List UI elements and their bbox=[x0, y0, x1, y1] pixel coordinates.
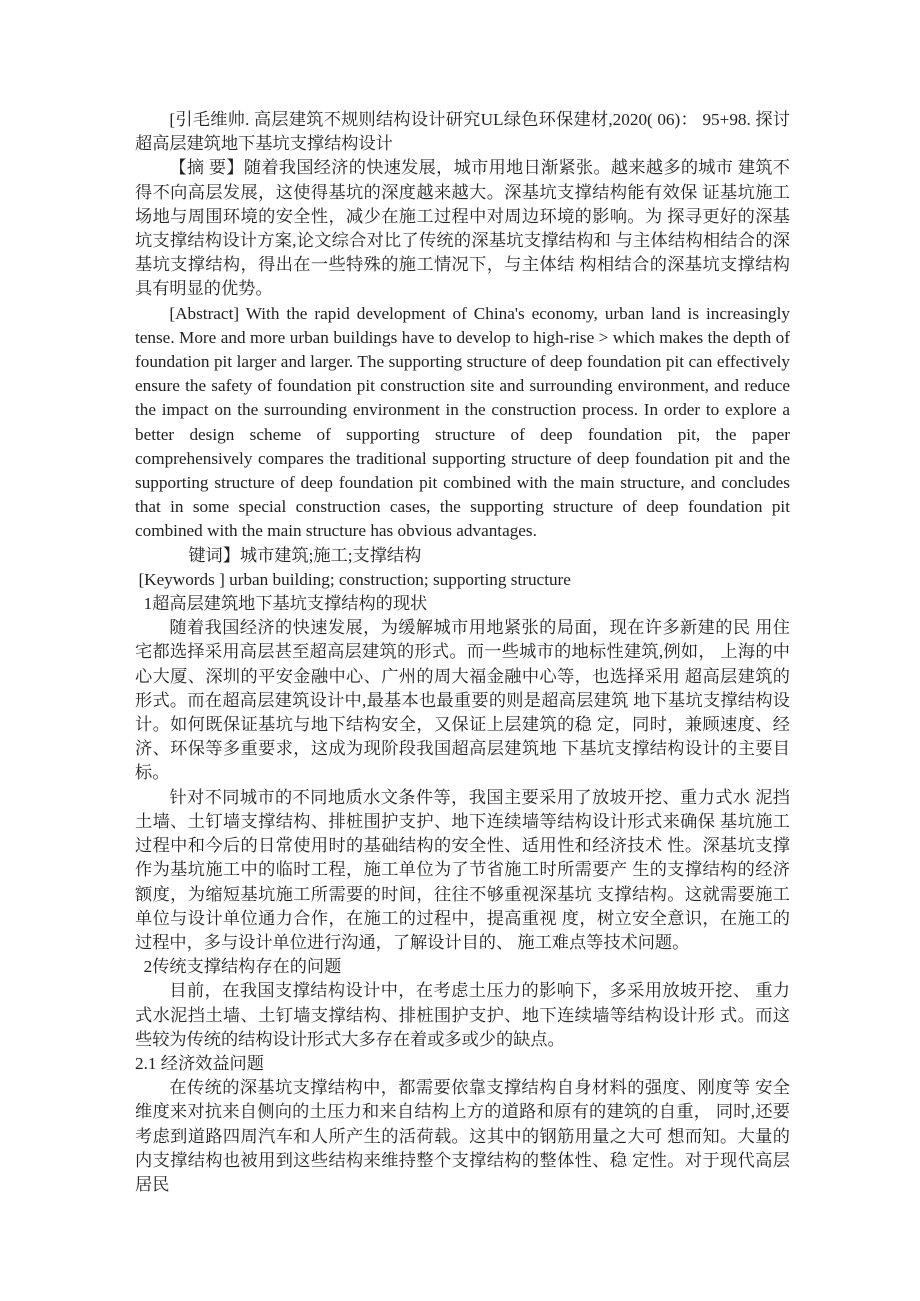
section-1-heading: 1超高层建筑地下基坑支撑结构的现状 bbox=[143, 594, 428, 614]
section-2-paragraph-1: 目前，在我国支撑结构设计中，在考虑土压力的影响下，多采用放坡开挖、 重力式水泥挡土墙、土钉墙支撑结构、排桩围护支护、地下连续墙等结构设计形 式。而这些较为传统的结构设计形式大多存在着或多或少的缺点。 bbox=[135, 981, 790, 1049]
page-text-column bbox=[135, 108, 790, 1197]
keywords-chinese: 键词】城市建筑;施工;支撑结构 bbox=[188, 545, 422, 565]
abstract-english: [Abstract] With the rapid development of China's economy, urban land is increasingly tense. More and more urban buildings have to develop to high-rise > which makes the depth of foundation pit larger and larger. The supporting structure of deep foundation pit can effectively ensure the safety of foundation pit construction site and surrounding environment, and reduce the impact on the surrounding environment in the construction process. In order to explore a better design scheme of supporting structure of deep foundation pit, the paper comprehensively compares the traditional supporting structure of deep foundation pit and the supporting structure of deep foundation pit combined with the main structure, and concludes that in some special construction cases, the supporting structure of deep foundation pit combined with the main structure has obvious advantages. bbox=[135, 303, 790, 541]
section-1-paragraph-1: 随着我国经济的快速发展，为缓解城市用地紧张的局面，现在许多新建的民 用住宅都选择采用高层甚至超高层建筑的形式。而一些城市的地标性建筑,例如， 上海的中心大厦、深圳的平安金融中心、广州的周大福金融中心等，也选择采用 超高层建筑的形式。而在超高层建筑设计中,最基本也最重要的则是超高层建筑 地下基坑支撑结构设计。如何既保证基坑与地下结构安全，又保证上层建筑的稳 定，同时，兼顾速度、经济、环保等多重要求，这成为现阶段我国超高层建筑地 下基坑支撑结构设计的主要目标。 bbox=[135, 618, 790, 783]
section-2-1-paragraph-1: 在传统的深基坑支撑结构中，都需要依靠支撑结构自身材料的强度、刚度等 安全维度来对抗来自侧向的土压力和来自结构上方的道路和原有的建筑的自重， 同时,还要考虑到道路四周汽车和人所产生的活荷载。这其中的钢筋用量之大可 想而知。大量的内支撑结构也被用到这些结构来维持整个支撑结构的整体性、稳 定性。对于现代高层居民 bbox=[135, 1078, 790, 1194]
section-2-heading: 2传统支撑结构存在的问题 bbox=[143, 957, 342, 977]
section-2-1-heading: 2.1 经济效益问题 bbox=[135, 1053, 264, 1073]
keywords-english: [Keywords ] urban building; construction; supporting structure bbox=[138, 569, 571, 589]
section-1-paragraph-2: 针对不同城市的不同地质水文条件等，我国主要采用了放坡开挖、重力式水 泥挡土墙、土钉墙支撑结构、排桩围护支护、地下连续墙等结构设计形式来确保 基坑施工过程中和今后的日常使用时的基础结构的安全性、适用性和经济技术 性。深基坑支撑作为基坑施工中的临时工程，施工单位为了节省施工时所需要产 生的支撑结构的经济额度，为缩短基坑施工所需要的时间，往往不够重视深基坑 支撑结构。这就需要施工单位与设计单位通力合作，在施工的过程中，提高重视 度，树立安全意识，在施工的过程中，多与设计单位进行沟通，了解设计目的、 施工难点等技术问题。 bbox=[135, 787, 790, 952]
citation-line: [引毛维帅. 高层建筑不规则结构设计研究UL绿色环保建材,2020( 06)： 95+98. 探讨超高层建筑地下基坑支撑结构设计 bbox=[135, 110, 790, 154]
abstract-chinese: 【摘 要】随着我国经济的快速发展，城市用地日渐紧张。越来越多的城市 建筑不得不向高层发展，这使得基坑的深度越来越大。深基坑支撑结构能有效保 证基坑施工场地与周围环境的安全性，减少在施工过程中对周边环境的影响。为 探寻更好的深基坑支撑结构设计方案,论文综合对比了传统的深基坑支撑结构和 与主体结构相结合的深基坑支撑结构，得出在一些特殊的施工情况下，与主体结 构相结合的深基坑支撑结构具有明显的优势。 bbox=[135, 158, 790, 299]
